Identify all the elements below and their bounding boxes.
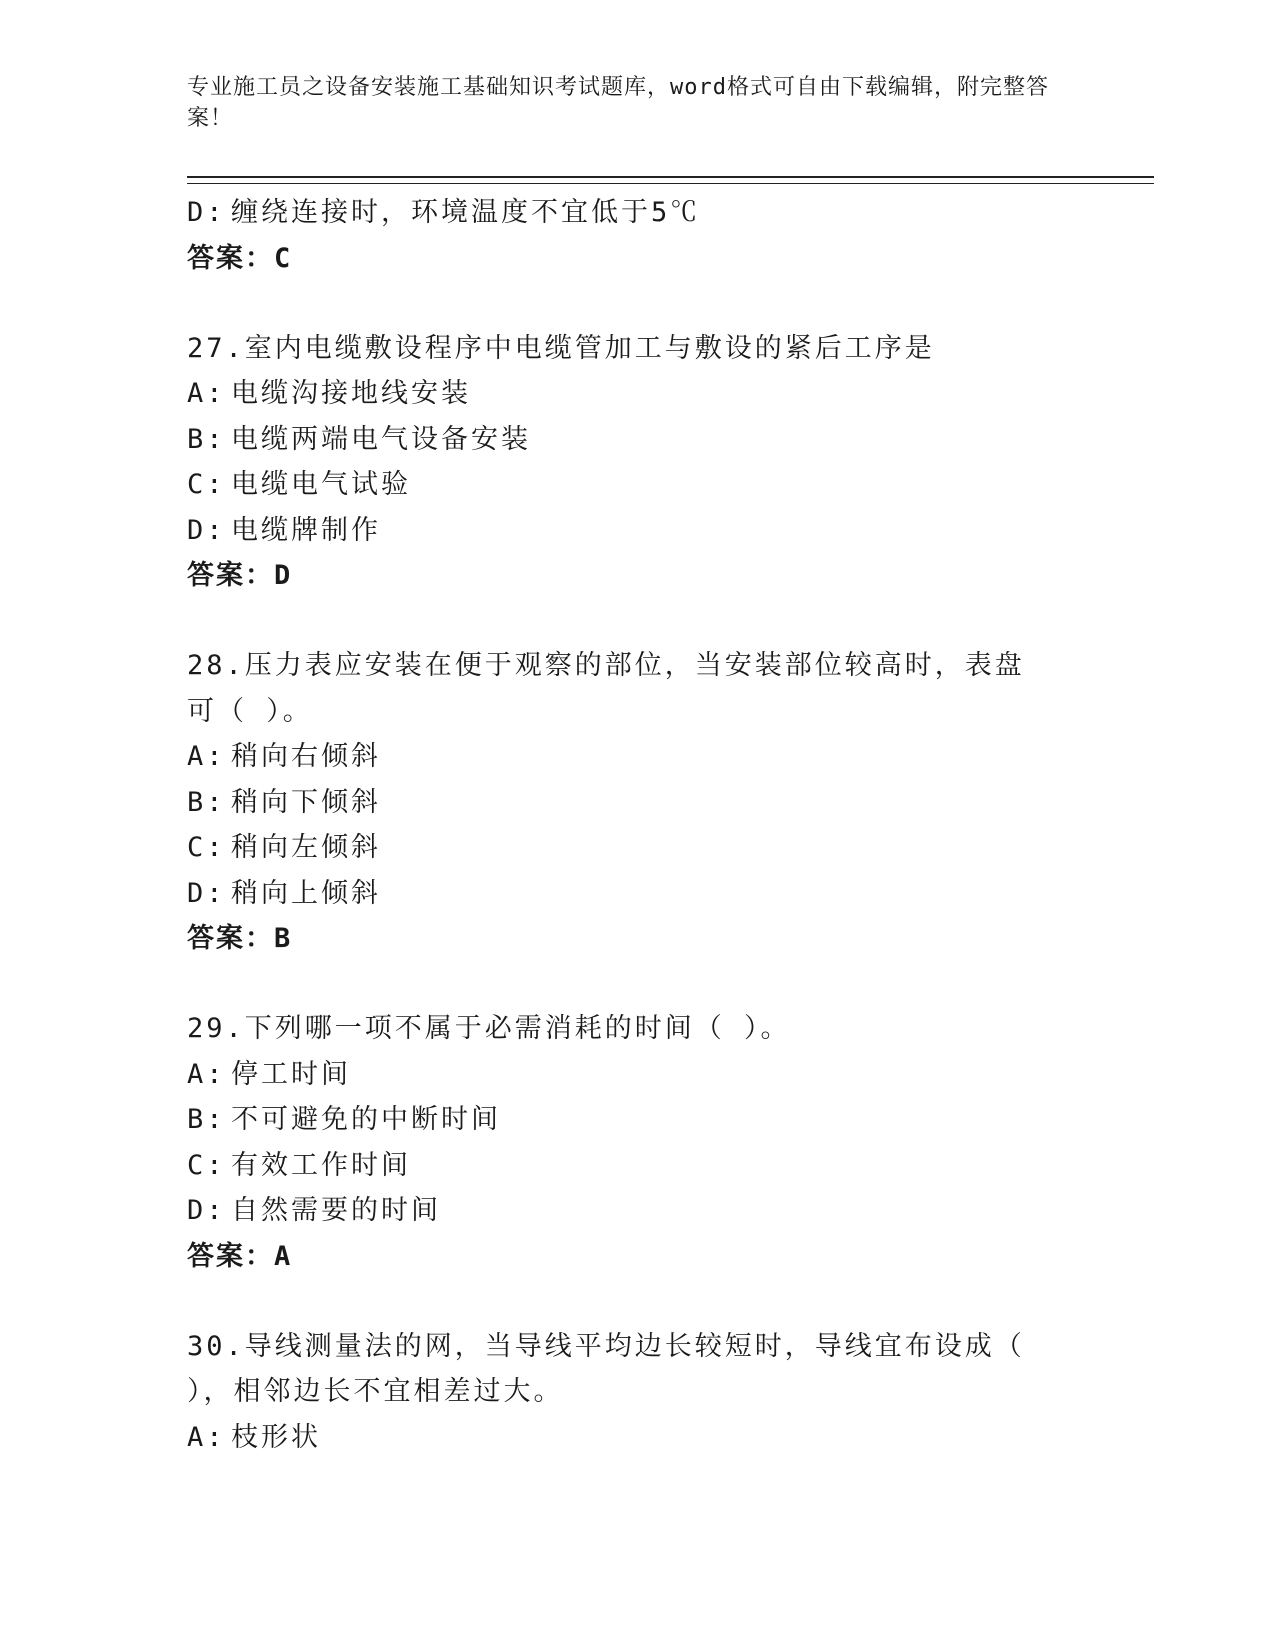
option-text: 电缆沟接地线安装 xyxy=(231,378,471,409)
document-header xyxy=(187,72,1067,134)
header-title: 专业施工员之设备安装施工基础知识考试题库，word格式可自由下载编辑，附完整答案！ xyxy=(187,75,1049,131)
option-d xyxy=(187,1188,1087,1234)
option-c xyxy=(187,825,1087,871)
option-letter: D: xyxy=(187,1195,226,1226)
option-letter: D: xyxy=(187,197,226,228)
question-text: 29.下列哪一项不属于必需消耗的时间（ ）。 xyxy=(187,1013,791,1044)
option-text: 电缆两端电气设备安装 xyxy=(231,423,531,455)
option-letter: B: xyxy=(187,1104,226,1135)
option-a xyxy=(187,1415,1087,1461)
option-b xyxy=(187,780,1087,826)
option-c xyxy=(187,1143,1087,1189)
question-30 xyxy=(187,1324,1087,1461)
option-text: 自然需要的时间 xyxy=(231,1195,441,1226)
question-29 xyxy=(187,1006,1087,1280)
header-divider xyxy=(187,176,1154,184)
option-letter: A: xyxy=(187,1421,226,1453)
question-text: 28.压力表应安装在便于观察的部位，当安装部位较高时，表盘可（ ）。 xyxy=(187,650,1025,727)
option-letter: A: xyxy=(187,741,226,772)
option-text: 停工时间 xyxy=(231,1058,351,1090)
option-text: 枝形状 xyxy=(231,1421,321,1453)
option-text: 稍向左倾斜 xyxy=(231,832,381,863)
option-letter: A: xyxy=(187,378,226,409)
option-d-carryover xyxy=(187,190,1087,236)
option-a xyxy=(187,371,1087,417)
option-letter: C: xyxy=(187,1149,226,1181)
option-letter: B: xyxy=(187,786,226,818)
question-text: 30.导线测量法的网，当导线平均边长较短时，导线宜布设成（ ），相邻边长不宜相差过大。 xyxy=(187,1330,1025,1407)
option-d xyxy=(187,508,1087,554)
option-text: 稍向下倾斜 xyxy=(231,786,381,818)
answer-carryover: 答案：C xyxy=(187,242,293,274)
answer: 答案：A xyxy=(187,1240,293,1272)
option-text: 电缆牌制作 xyxy=(231,514,381,546)
option-letter: A: xyxy=(187,1058,226,1090)
option-text: 缠绕连接时，环境温度不宜低于5℃ xyxy=(231,197,701,228)
option-text: 有效工作时间 xyxy=(231,1149,411,1181)
option-a xyxy=(187,734,1087,780)
option-letter: B: xyxy=(187,423,226,455)
option-text: 稍向上倾斜 xyxy=(231,877,381,909)
option-c xyxy=(187,462,1087,508)
question-27 xyxy=(187,326,1087,600)
option-letter: C: xyxy=(187,469,226,500)
question-text: 27.室内电缆敷设程序中电缆管加工与敷设的紧后工序是 xyxy=(187,332,935,364)
option-letter: D: xyxy=(187,877,226,909)
answer: 答案：D xyxy=(187,560,293,591)
option-text: 电缆电气试验 xyxy=(231,469,411,500)
option-d xyxy=(187,871,1087,917)
option-letter: D: xyxy=(187,514,226,546)
option-b xyxy=(187,1097,1087,1143)
question-28 xyxy=(187,643,1087,962)
option-b xyxy=(187,417,1087,463)
option-text: 不可避免的中断时间 xyxy=(231,1104,501,1135)
option-a xyxy=(187,1052,1087,1098)
answer: 答案：B xyxy=(187,923,293,954)
option-letter: C: xyxy=(187,832,226,863)
question-list xyxy=(187,190,1087,1460)
option-text: 稍向右倾斜 xyxy=(231,741,381,772)
